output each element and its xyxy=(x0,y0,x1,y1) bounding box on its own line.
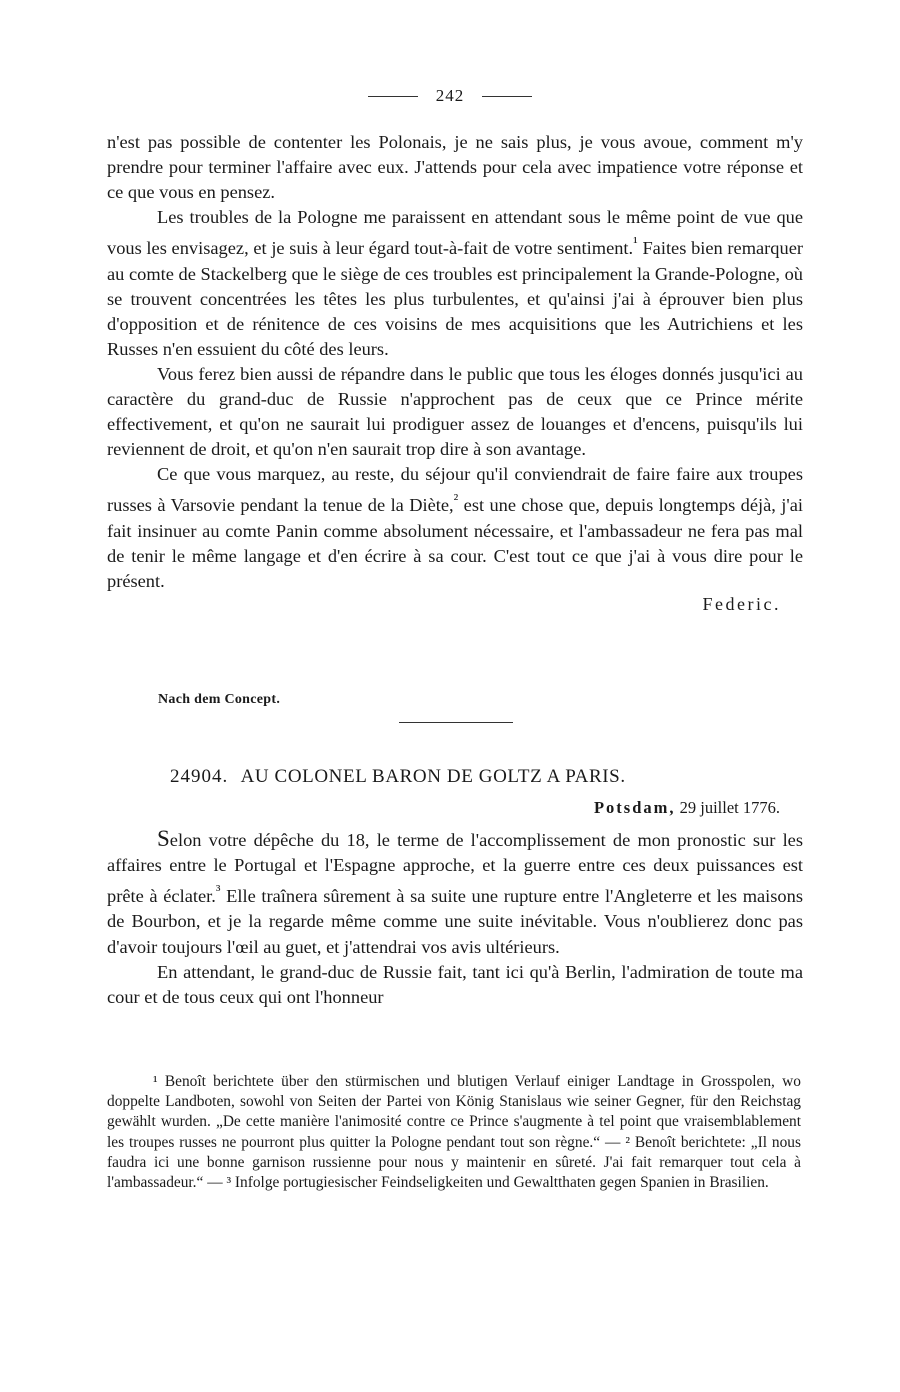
letter-body xyxy=(107,826,803,1010)
header-rule-right xyxy=(482,96,532,97)
header-rule-left xyxy=(368,96,418,97)
paragraph xyxy=(107,826,803,960)
page-header xyxy=(0,86,900,106)
paragraph-text: elon votre dépêche du 18, le terme de l'accomplissement de mon pronostic sur les affaires entre le Portugal et l'Espagne approche, et la guerre entre ces deux puissances est prête à éclater. xyxy=(107,830,803,907)
letter-continuation xyxy=(107,130,803,614)
paragraph-text: Elle traînera sûrement à sa suite une rupture entre l'Angleterre et les maisons de Bourbon, et je la regarde même comme une suite inévitable. Vous n'oublierez donc pas d'avoir toujours l'œil au guet, et j'attendrai vos avis ultérieurs. xyxy=(107,886,803,957)
letter-title: AU COLONEL BARON DE GOLTZ A PARIS. xyxy=(240,766,626,787)
paragraph: Vous ferez bien aussi de répandre dans le public que tous les éloges donnés jusqu'ici au caractère du grand-duc de Russie n'approchent pas de ceux que ce Prince mérite effectivement, et qu'on ne saurait lui prodiguer assez de louanges et d'encens, puisqu'ils lui reviennent de droit, et qu'on n'en saurait trop dire à son avantage. xyxy=(107,363,803,460)
page-number: 242 xyxy=(435,86,465,105)
dateline-place: Potsdam, xyxy=(593,798,676,817)
section-divider xyxy=(399,722,513,723)
paragraph xyxy=(107,462,803,594)
footnote-text: ¹ Benoît berichtete über den stürmischen und blutigen Verlauf einiger Landtage in Grosspolen, wo doppelte Landboten, sowohl von Seiten der Partei von König Stanislaus wie seiner Gegner, für den Reichstag gewählt wurden. „De cette manière l'animosité contre ce Prince s'augmente à tel point que vraisemblablement les troupes russes ne pourront plus quitter la Pologne pendant tout son règne.“ — ² Benoît berichtete: „Il nous faudra ici une bonne garnison russienne pour nous y maintenir en sûreté. J'ai fait remarquer tout cela à l'ambassadeur.“ — ³ Infolge portugiesischer Feindseligkeiten und Gewaltthaten gegen Spanien in Brasilien. xyxy=(107,1073,801,1192)
letter-number: 24904. xyxy=(170,766,229,787)
initial-letter: S xyxy=(157,826,170,851)
dateline-date: 29 juillet 1776. xyxy=(679,798,780,817)
paragraph-text: Ce que vous marquez, au reste, du séjour qu'il conviendrait de faire faire aux troupes russes à Varsovie pendant la tenue de la Diète, xyxy=(107,464,803,516)
paragraph: n'est pas possible de contenter les Polonais, je ne sais plus, je vous avoue, comment m'y prendre pour terminer l'affaire avec eux. J'attends pour cela avec impatience votre réponse et ce que vous en pensez. xyxy=(107,132,803,203)
footnote-ref: ³ xyxy=(215,882,221,900)
letter-heading xyxy=(170,766,626,788)
paragraph: En attendant, le grand-duc de Russie fait, tant ici qu'à Berlin, l'admiration de toute ma cour et de tous ceux qui ont l'honneur xyxy=(107,961,803,1007)
dateline xyxy=(594,798,780,818)
source-note: Nach dem Concept. xyxy=(158,692,281,707)
footnote-ref: ¹ xyxy=(633,234,638,252)
paragraph-text: est une chose que, depuis longtemps déjà, j'ai fait insinuer au comte Panin comme absolument nécessaire, et l'ambassadeur ne fera pas mal de tenir le même langage et d'en écrire à sa cour. C'est tout ce que j'ai à vous dire pour le présent. xyxy=(107,495,803,591)
footnotes xyxy=(107,1072,801,1193)
footnote-ref: ² xyxy=(453,491,459,509)
signature: Federic. xyxy=(702,593,781,614)
paragraph-text: Faites bien remarquer au comte de Stackelberg que le siège de ces troubles est principalement la Grande-Pologne, où se trouvent concentrées les têtes les plus turbulentes, et qu'ainsi j'ai à éprouver bien plus d'opposition et de rénitence de ces voisins de mes acquisitions que les Autrichiens et les Russes n'en essuient du côté des leurs. xyxy=(107,238,803,359)
paragraph xyxy=(107,205,803,362)
paragraph-text: Les troubles de la Pologne me paraissent en attendant sous le même point de vue que vous les envisagez, et je suis à leur égard tout-à-fait de votre sentiment. xyxy=(107,207,803,259)
